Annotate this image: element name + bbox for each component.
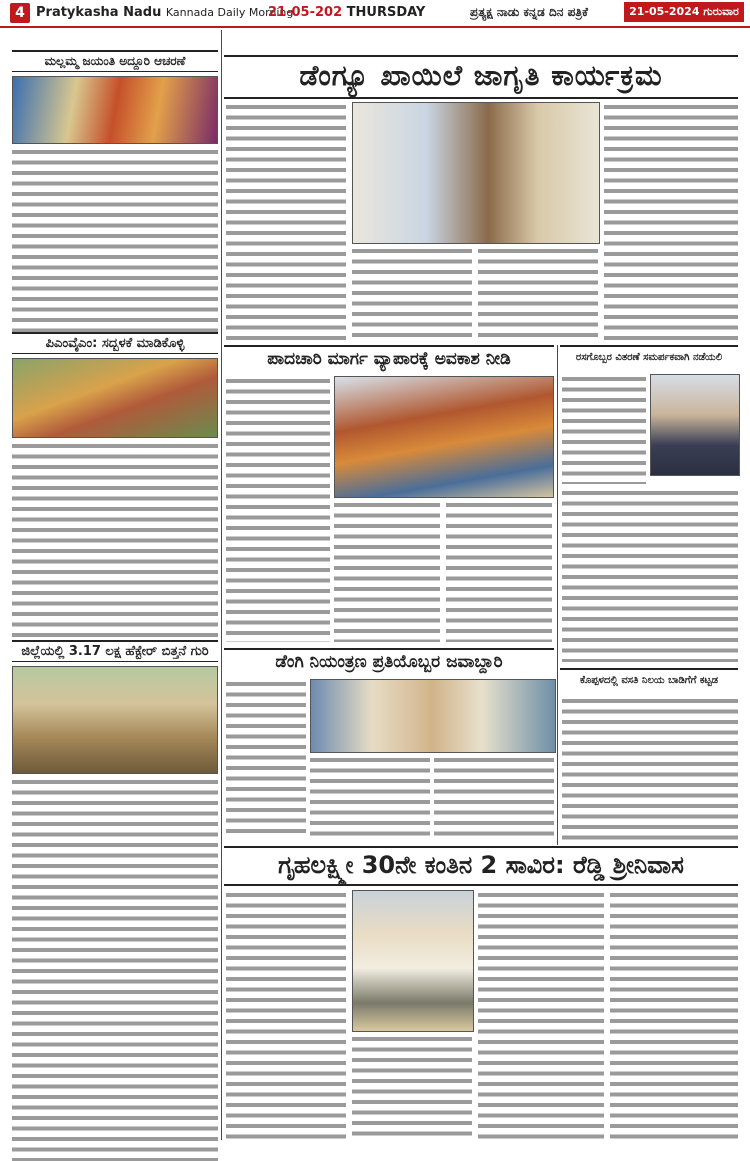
day-english: THURSDAY (346, 5, 426, 20)
column-divider (221, 30, 222, 1140)
fertilizer-story-col1 (562, 374, 646, 484)
photo-vendors-protest (334, 376, 554, 498)
main-headline: ಡೆಂಗ್ಯೂ ಖಾಯಿಲೆ ಜಾಗೃತಿ ಕಾರ್ಯಕ್ರಮ (299, 59, 663, 92)
photo-official-portrait (650, 374, 740, 476)
gruhalakshmi-col3 (478, 890, 604, 1140)
story-sowing (12, 640, 218, 1161)
dengue-story-col1 (226, 102, 346, 340)
gruhalakshmi-headline: ಗೃಹಲಕ್ಷ್ಮೀ 30ನೇ ಕಂತಿನ 2 ಸಾವಿರ: ರೆಡ್ಡಿ ಶ್ರೀನಿವಾಸ (224, 848, 738, 882)
photo-bullock-plough (12, 666, 218, 774)
rule (224, 884, 738, 886)
fertilizer-story-body (562, 488, 738, 662)
rule (224, 97, 738, 99)
page-number: 4 (10, 3, 30, 23)
vendors-headline: ಪಾದಚಾರಿ ಮಾರ್ಗ ವ್ಯಾಪಾರಕ್ಕೆ ಅವಕಾಶ ನೀಡಿ (224, 347, 554, 371)
story-title: ಜಿಲ್ಲೆಯಲ್ಲಿ 3.17 ಲಕ್ಷ ಹೆಕ್ಟೇರ್ ಬಿತ್ತನೆ ಗುರಿ (12, 640, 218, 662)
paper-name: Pratykasha Nadu Kannada Daily Morning (36, 5, 294, 20)
hostel-headline: ಕೊಪ್ಪಳದಲ್ಲಿ ವಸತಿ ನಿಲಯ ಬಾಡಿಗೆಗೆ ಕಟ್ಟಡ (560, 670, 738, 692)
story-title: ಮಲ್ಲಮ್ಮ ಜಯಂತಿ ಅದ್ದೂರಿ ಆಚರಣೆ (12, 50, 218, 72)
fertilizer-headline: ರಸಗೊಬ್ಬರ ವಿತರಣೆ ಸಮರ್ಪಕವಾಗಿ ನಡೆಯಲಿ (560, 347, 738, 369)
dengue-control-col2 (310, 755, 430, 839)
dengue-control-col1 (226, 679, 306, 839)
dengue-story-col3 (478, 246, 598, 340)
photo-dengue-program (352, 102, 600, 244)
gruhalakshmi-col4 (610, 890, 738, 1140)
paper-name-kannada: ಪ್ರತ್ಯಕ್ಷ ನಾಡು ಕನ್ನಡ ದಿನ ಪತ್ರಿಕೆ (470, 5, 589, 19)
paper-tagline: Kannada Daily Morning (165, 6, 294, 19)
hostel-story-body (562, 696, 738, 840)
dengue-control-headline: ಡೆಂಗಿ ನಿಯಂತ್ರಣ ಪ್ರತಿಯೊಬ್ಬರ ಜವಾಬ್ದಾರಿ (224, 650, 554, 674)
masthead (0, 0, 750, 28)
story-mallamma (12, 50, 218, 343)
dengue-story-col4 (604, 102, 738, 340)
gruhalakshmi-col2 (352, 1034, 472, 1140)
photo-reddy-srinivas (352, 890, 474, 1032)
date-english: 21-05-202 THURSDAY (268, 5, 426, 20)
photo-mallamma (12, 76, 218, 144)
vendors-story-col1 (226, 376, 330, 642)
story-body (12, 147, 218, 343)
story-pmym (12, 332, 218, 647)
date-kannada: 21-05-2024 ಗುರುವಾರ (624, 2, 744, 22)
dengue-story-col2 (352, 246, 472, 340)
vendors-story-col2 (334, 500, 440, 642)
gruhalakshmi-col1 (226, 890, 346, 1140)
photo-pmym-meeting (12, 358, 218, 438)
story-body (12, 441, 218, 647)
story-body (12, 777, 218, 1161)
column-divider (557, 345, 558, 845)
vendors-story-col3 (446, 500, 552, 642)
story-title: ಪಿಎಂವೈಎಂ: ಸದ್ಬಳಕೆ ಮಾಡಿಕೊಳ್ಳಿ (12, 332, 218, 354)
photo-dengue-awareness (310, 679, 556, 753)
dengue-control-col3 (434, 755, 554, 839)
